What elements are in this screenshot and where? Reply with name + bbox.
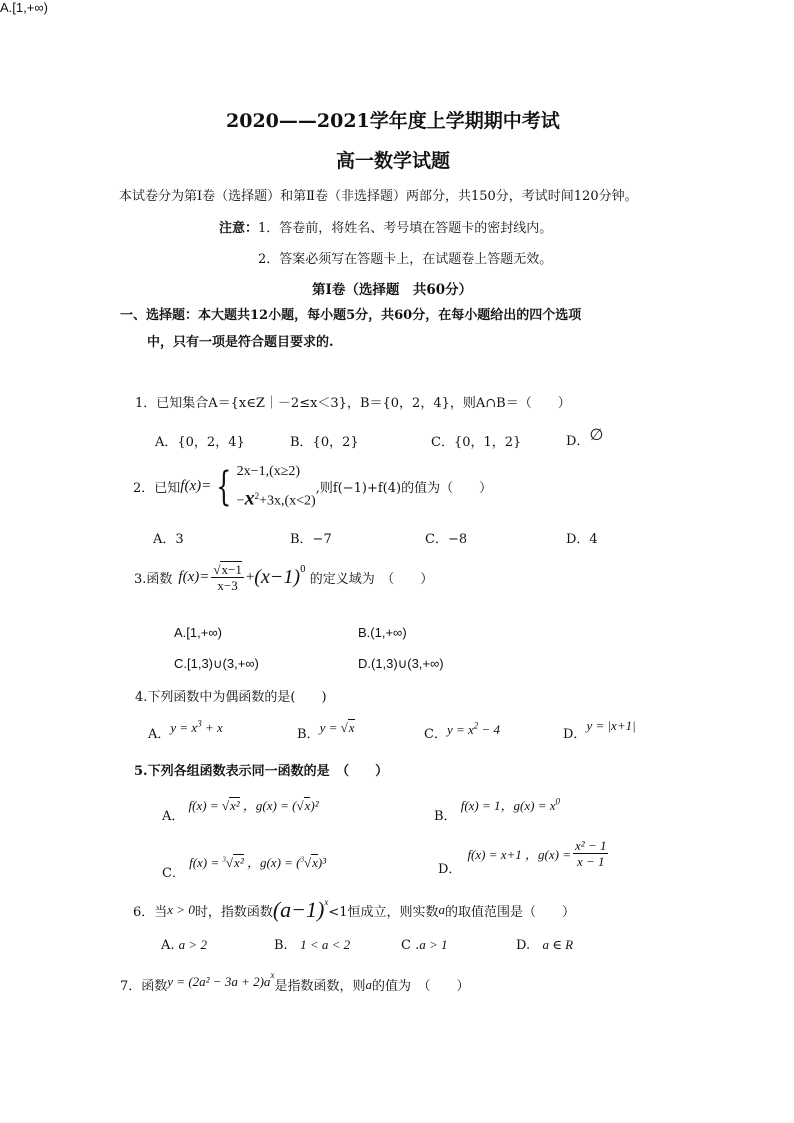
q2-prefix: 2．已知 xyxy=(133,481,181,497)
sqrt-symbol: √ xyxy=(304,855,312,870)
q6-post2: 的取值范围是（ ） xyxy=(445,904,576,920)
q2-option-a: A．3 xyxy=(153,532,184,547)
q4-b-pre: y = xyxy=(319,720,341,735)
q3-paren: (x−1) xyxy=(254,566,300,588)
q2-case-2-x: x xyxy=(244,487,255,510)
exam-intro: 本试卷分为第Ⅰ卷（选择题）和第Ⅱ卷（非选择题）两部分，共150分，考试时间120分钟。 xyxy=(119,189,638,204)
exam-title: 2020——2021学年度上学期期中考试 xyxy=(226,110,560,132)
q7-prefix: 7．函数 xyxy=(120,979,168,994)
q1-option-d xyxy=(566,427,604,450)
q3-function: f(x)= xyxy=(178,569,210,585)
q5-option-d-label: D． xyxy=(438,862,462,877)
q1-option-a: A．{0，2，4} xyxy=(155,435,245,450)
q4-option-c-expr xyxy=(447,722,500,737)
sqrt-symbol: √ xyxy=(225,855,234,870)
q2-brace: { xyxy=(216,463,232,510)
q5-option-b-label: B． xyxy=(434,809,457,824)
note-label: 注意： xyxy=(219,221,259,236)
q4-c-pre: y = x xyxy=(446,722,474,737)
q5-c-mid: ，g(x) = ( xyxy=(243,855,301,870)
q6-base: (a−1) xyxy=(272,897,325,922)
q5-option-c xyxy=(162,852,327,881)
q5-option-c-expr xyxy=(189,855,326,870)
q5-d-fraction xyxy=(573,838,608,869)
q4-option-a xyxy=(148,718,223,742)
q3-option-a: A.[1,+∞) xyxy=(0,0,48,15)
note-line-2: 2．答案必须写在答题卡上，在试题卷上答题无效。 xyxy=(258,252,553,267)
q5-b-expr: f(x) = 1，g(x) = x xyxy=(460,798,556,813)
q6-stem xyxy=(133,897,575,923)
q2-suffix: ,则f(−1)+f(4)的值为（ ） xyxy=(315,481,493,497)
q5-option-a xyxy=(162,795,319,824)
q2-case-1: 2x−1,(x≥2) xyxy=(236,464,301,479)
q3-exponent: 0 xyxy=(300,564,306,575)
q2-case-2-neg: − xyxy=(236,493,245,509)
q6-a-expr: a > 2 xyxy=(178,937,207,952)
q7-exp: x xyxy=(270,969,275,980)
q5-b-exp: 0 xyxy=(555,796,560,807)
note-1-text: 1．答卷前，将姓名、考号填在答题卡的密封线内。 xyxy=(258,221,553,236)
q3-option-c: C.[1,3)∪(3,+∞) xyxy=(174,656,259,671)
q2-option-b: B．−7 xyxy=(290,532,332,547)
q6-option-d xyxy=(516,937,573,953)
q5-stem: 5.下列各组函数表示同一函数的是 （ ） xyxy=(134,764,389,779)
q4-option-c xyxy=(424,720,501,742)
q6-b-label: B. xyxy=(274,938,288,953)
q5-option-c-label: C． xyxy=(162,866,185,881)
q4-c-exp: 2 xyxy=(473,720,479,731)
q1-option-b: B．{0，2} xyxy=(290,435,359,450)
q2-cases xyxy=(237,460,316,514)
q6-d-expr: a ∈ R xyxy=(542,937,574,952)
q5-option-d xyxy=(438,838,610,877)
q6-condition: x > 0 xyxy=(167,902,195,917)
q3-suffix: 的定义域为 （ ） xyxy=(309,572,434,587)
q3-plus: + xyxy=(245,569,255,585)
q5-d-denominator: x − 1 xyxy=(576,854,605,869)
q5-d-numerator: x² − 1 xyxy=(575,838,607,853)
q4-option-b-expr xyxy=(320,720,355,735)
q4-option-a-label: A． xyxy=(148,727,171,742)
empty-set-symbol: ∅ xyxy=(589,427,604,444)
q4-option-b xyxy=(297,720,355,742)
section-instructions-1: 一、选择题：本大题共12小题，每小题5分，共60分，在每小题给出的四个选项 xyxy=(120,308,582,323)
q4-option-c-label: C． xyxy=(424,727,447,742)
q5-a-mid: ，g(x) = ( xyxy=(239,798,297,813)
q3-numerator-radicand: x−1 xyxy=(221,562,242,577)
q4-c-post: − 4 xyxy=(478,722,501,737)
q5-option-a-label: A． xyxy=(162,809,185,824)
q5-option-b xyxy=(434,795,560,824)
q4-a-post: + x xyxy=(201,720,223,735)
q5-c-idx: 3 xyxy=(222,855,226,864)
q5-c-1: f(x) = xyxy=(189,855,223,870)
q3-numerator: √x−1 xyxy=(213,562,242,577)
exam-subtitle: 高一数学试题 xyxy=(336,150,451,172)
q2-case-2-rest: +3x,(x<2) xyxy=(259,493,316,509)
q3-fraction xyxy=(211,562,243,593)
section-instructions-2: 中，只有一项是符合题目要求的. xyxy=(147,335,334,350)
q6-exp: x xyxy=(324,897,329,907)
q7-mid: 是指数函数，则 xyxy=(274,979,366,994)
q2-option-d: D．4 xyxy=(566,532,598,547)
q4-b-radicand: x xyxy=(348,720,355,735)
q5-a-rad1: x² xyxy=(229,798,240,813)
q6-mid: 时，指数函数 xyxy=(194,904,273,920)
q7-stem xyxy=(120,969,470,994)
q5-a-1: f(x) = xyxy=(188,798,222,813)
q6-a-label: A. xyxy=(161,938,175,953)
q1-option-d-label: D． xyxy=(566,434,590,449)
q4-option-d-expr: y = |x+1| xyxy=(586,718,636,733)
q7-post: 的值为 （ ） xyxy=(371,979,470,994)
section-title: 第Ⅰ卷（选择题 共60分） xyxy=(312,282,473,298)
q6-post: <1恒成立，则实数 xyxy=(328,904,439,920)
q5-d-expr: f(x) = x+1 ，g(x) = xyxy=(467,847,571,862)
q6-b-expr: 1 < a < 2 xyxy=(300,937,351,952)
q4-a-exp: 3 xyxy=(197,718,202,729)
q6-c-label: C . xyxy=(401,938,420,953)
q6-option-a xyxy=(161,937,207,953)
note-line-1 xyxy=(219,217,552,236)
q5-c-idx2: 3 xyxy=(300,855,304,864)
q5-c-rad1: x² xyxy=(234,855,244,870)
q7-expr: y = (2a² − 3a + 2)a xyxy=(167,973,271,989)
sqrt-symbol: √ xyxy=(221,798,229,813)
q3-option-b: B.(1,+∞) xyxy=(358,625,407,640)
q2-function: f(x)= xyxy=(180,478,212,495)
q3-prefix: 3.函数 xyxy=(134,572,173,587)
q1-stem: 1．已知集合A＝{x∈Z｜－2≤x＜3}，B＝{0，2，4}，则A∩B＝（ ） xyxy=(135,396,571,411)
q5-c-end: )³ xyxy=(317,855,327,870)
q6-c-expr: a > 1 xyxy=(419,937,448,952)
q2-case-2 xyxy=(237,484,316,514)
q1-option-c: C．{0，1，2} xyxy=(431,435,522,450)
sqrt-symbol: √ xyxy=(340,720,348,735)
q6-var: a xyxy=(438,902,446,917)
q5-option-b-expr xyxy=(461,798,560,813)
q7-var: a xyxy=(365,976,372,992)
q2-option-c: C．−8 xyxy=(425,532,468,547)
q4-option-a-expr xyxy=(170,720,222,735)
q2-case-2-exp: 2 xyxy=(254,491,260,501)
q3-option-d: D.(1,3)∪(3,+∞) xyxy=(358,656,444,671)
q6-d-label: D. xyxy=(516,938,531,953)
q6-option-c xyxy=(401,937,448,953)
q5-a-rad2: x xyxy=(304,798,311,813)
q5-c-rad2: x xyxy=(312,855,318,870)
q3-stem xyxy=(134,562,433,593)
sqrt-symbol: √ xyxy=(296,798,304,813)
q6-option-b xyxy=(274,937,350,953)
q6-prefix: 6．当 xyxy=(133,904,168,920)
q2-stem xyxy=(133,460,492,514)
q3-option-a-text: A.[1,+∞) xyxy=(174,625,222,640)
q4-stem: 4.下列函数中为偶函数的是( ) xyxy=(135,690,327,705)
q4-option-d-label: D． xyxy=(563,727,587,742)
q4-option-d xyxy=(563,718,636,742)
q5-option-a-expr xyxy=(189,797,319,813)
q4-option-b-label: B． xyxy=(297,727,320,742)
q4-a-pre: y = x xyxy=(170,720,198,735)
q5-a-end: )² xyxy=(310,798,319,813)
q3-denominator: x−3 xyxy=(217,578,238,593)
